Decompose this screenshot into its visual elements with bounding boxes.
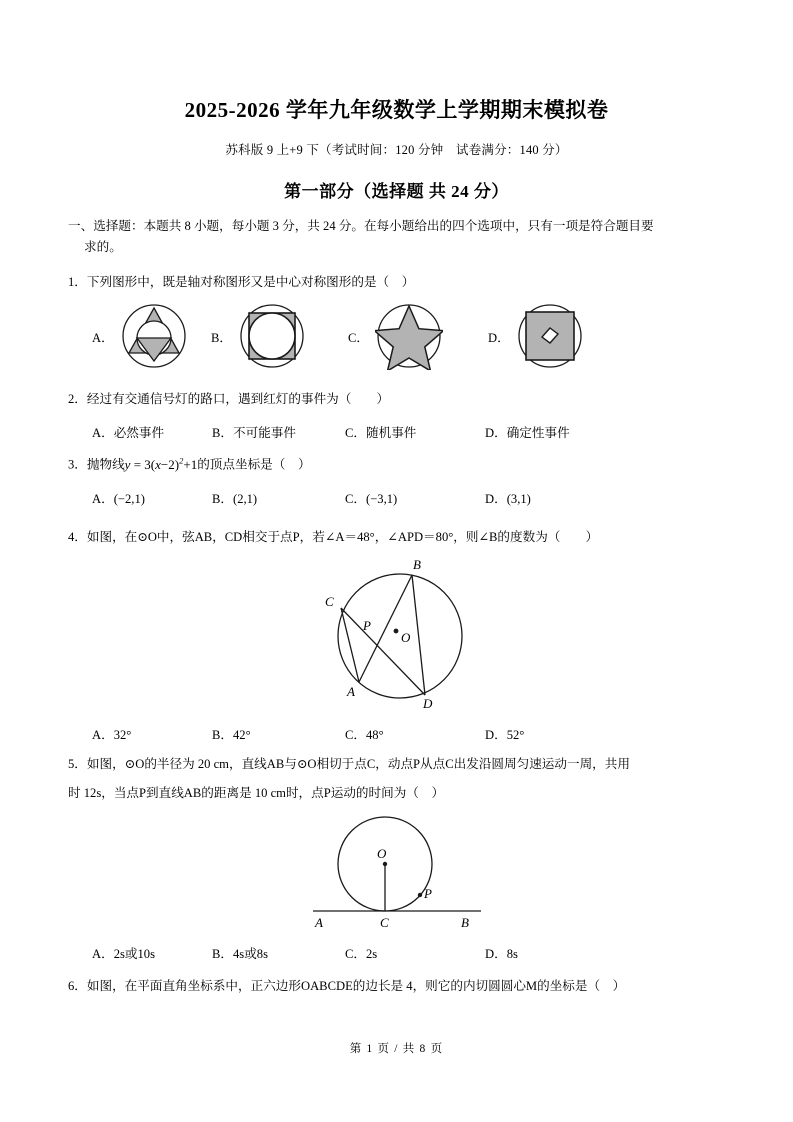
option-text-a: (−2,1) bbox=[113, 492, 145, 507]
option-text-b: (2,1) bbox=[233, 492, 258, 507]
exam-body bbox=[0, 216, 793, 996]
question-4-option-d[interactable] bbox=[485, 724, 524, 743]
question-1-options bbox=[68, 298, 730, 374]
svg-text:P: P bbox=[424, 885, 432, 901]
question-2-option-d[interactable] bbox=[485, 422, 570, 441]
question-2-option-a[interactable] bbox=[92, 422, 164, 441]
option-text-c: (−3,1) bbox=[366, 492, 398, 507]
figure-circle-two-chords bbox=[297, 556, 502, 708]
option-text-a: 2s或10s bbox=[113, 946, 155, 961]
option-label-c: C． bbox=[345, 426, 366, 441]
question-2-options bbox=[68, 422, 730, 439]
question-1-option-d[interactable] bbox=[488, 298, 584, 374]
option-label-a: A． bbox=[92, 426, 114, 441]
question-5-option-b[interactable] bbox=[212, 943, 268, 962]
page-title: 2025-2026 学年九年级数学上学期期末模拟卷 bbox=[184, 98, 609, 122]
page-footer: 第 1 页 / 共 8 页 bbox=[349, 1043, 444, 1055]
question-3-options bbox=[68, 488, 730, 505]
option-label-c: C． bbox=[348, 330, 369, 345]
part-heading: 第一部分（选择题 共 24 分） bbox=[284, 182, 509, 202]
option-label-d: D． bbox=[485, 946, 507, 961]
figure-circle-square-inner-circle bbox=[238, 302, 306, 370]
question-2-stem: 2．经过有交通信号灯的路口，遇到红灯的事件为（ ） bbox=[68, 392, 390, 407]
figure-circle-square-rotated-square bbox=[516, 302, 584, 370]
option-label-b: B． bbox=[212, 727, 233, 742]
option-label-a: A． bbox=[92, 727, 114, 742]
question-6-stem: 6．如图，在平面直角坐标系中，正六边形OABCDE的边长是 4，则它的内切圆圆心M的坐标是（ ） bbox=[68, 978, 626, 993]
instruction-line-1: 一、选择题：本题共 8 小题，每小题 3 分，共 24 分。在每小题给出的四个选项中，只有一项是符合题目要 bbox=[68, 219, 654, 234]
option-text-d: 8s bbox=[506, 946, 518, 961]
page-subtitle: 苏科版 9 上+9 下（考试时间：120 分钟 试卷满分：140 分） bbox=[225, 143, 568, 158]
question-3-stem-suffix: 的顶点坐标是（ ） bbox=[197, 457, 311, 472]
option-text-b: 不可能事件 bbox=[233, 426, 296, 441]
option-text-b: 4s或8s bbox=[233, 946, 268, 961]
question-5-options bbox=[68, 943, 730, 960]
question-3-option-d[interactable] bbox=[485, 488, 531, 507]
option-text-b: 42° bbox=[233, 727, 251, 742]
option-label-d: D． bbox=[485, 727, 507, 742]
question-4-figure bbox=[68, 556, 730, 708]
instruction-line-2: 求的。 bbox=[84, 239, 122, 254]
question-1-option-b[interactable] bbox=[211, 298, 306, 374]
question-2-option-c[interactable] bbox=[345, 422, 416, 441]
option-label-d: D． bbox=[488, 330, 510, 345]
figure-circle-star bbox=[375, 302, 443, 370]
question-1-stem: 1．下列图形中，既是轴对称图形又是中心对称图形的是（ ） bbox=[68, 274, 415, 289]
section-instruction bbox=[68, 216, 730, 257]
svg-text:A: A bbox=[346, 683, 355, 699]
option-label-d: D． bbox=[485, 426, 507, 441]
figure-circle-triangle-incircle bbox=[120, 302, 188, 370]
option-text-d: 确定性事件 bbox=[506, 426, 570, 441]
option-text-c: 48° bbox=[366, 727, 384, 742]
question-2-option-b[interactable] bbox=[212, 422, 296, 441]
question-1-option-c[interactable] bbox=[348, 298, 443, 374]
question-5-stem-line-1: 5．如图，⊙O的半径为 20 cm，直线AB与⊙O相切于点C，动点P从点C出发沿圆周匀速运动一周，共用 bbox=[68, 756, 630, 771]
option-text-c: 2s bbox=[366, 946, 378, 961]
svg-text:B: B bbox=[412, 556, 421, 572]
option-text-d: (3,1) bbox=[506, 492, 531, 507]
option-label-c: C． bbox=[345, 946, 366, 961]
option-text-a: 32° bbox=[113, 727, 132, 742]
question-1-option-a[interactable] bbox=[92, 298, 188, 374]
svg-text:C: C bbox=[380, 914, 389, 928]
option-label-a: A． bbox=[92, 946, 114, 961]
question-3-option-b[interactable] bbox=[212, 488, 257, 507]
svg-text:A: A bbox=[315, 914, 323, 928]
question-4-option-c[interactable] bbox=[345, 724, 384, 743]
svg-text:B: B bbox=[461, 914, 469, 928]
option-text-a: 必然事件 bbox=[113, 426, 165, 441]
question-3-stem bbox=[68, 454, 730, 475]
svg-text:O: O bbox=[377, 845, 387, 861]
question-5-option-c[interactable] bbox=[345, 943, 377, 962]
question-3-option-a[interactable] bbox=[92, 488, 145, 507]
option-label-b: B． bbox=[211, 330, 232, 345]
option-label-b: B． bbox=[212, 492, 233, 507]
option-label-d: D． bbox=[485, 492, 507, 507]
question-3-formula: $y = 3(x-2)^2+1$ bbox=[124, 455, 198, 472]
svg-text:C: C bbox=[324, 593, 334, 609]
question-5-option-d[interactable] bbox=[485, 943, 518, 962]
question-3-stem-prefix: 3．抛物线 bbox=[68, 457, 125, 472]
option-label-b: B． bbox=[212, 946, 233, 961]
question-4-stem: 4．如图，在⊙O中，弦AB，CD相交于点P，若∠A＝48°，∠APD＝80°，则∠B的度数为（ ） bbox=[68, 530, 599, 545]
question-5-stem-line-2: 时 12s，当点P到直线AB的距离是 10 cm时，点P运动的时间为（ ） bbox=[68, 785, 445, 800]
svg-text:O: O bbox=[400, 629, 410, 645]
question-4-option-a[interactable] bbox=[92, 724, 131, 743]
question-5-figure bbox=[68, 813, 730, 928]
option-label-a: A． bbox=[92, 492, 114, 507]
question-3-option-c[interactable] bbox=[345, 488, 397, 507]
question-4-option-b[interactable] bbox=[212, 724, 251, 743]
svg-text:D: D bbox=[422, 695, 432, 708]
option-label-b: B． bbox=[212, 426, 233, 441]
option-label-c: C． bbox=[345, 727, 366, 742]
figure-circle-tangent-line bbox=[293, 813, 505, 928]
question-5-option-a[interactable] bbox=[92, 943, 155, 962]
option-text-d: 52° bbox=[506, 727, 525, 742]
option-label-c: C． bbox=[345, 492, 366, 507]
question-4-options bbox=[68, 724, 730, 741]
svg-text:P: P bbox=[362, 617, 371, 633]
option-label-a: A． bbox=[92, 330, 114, 345]
option-text-c: 随机事件 bbox=[366, 426, 417, 441]
